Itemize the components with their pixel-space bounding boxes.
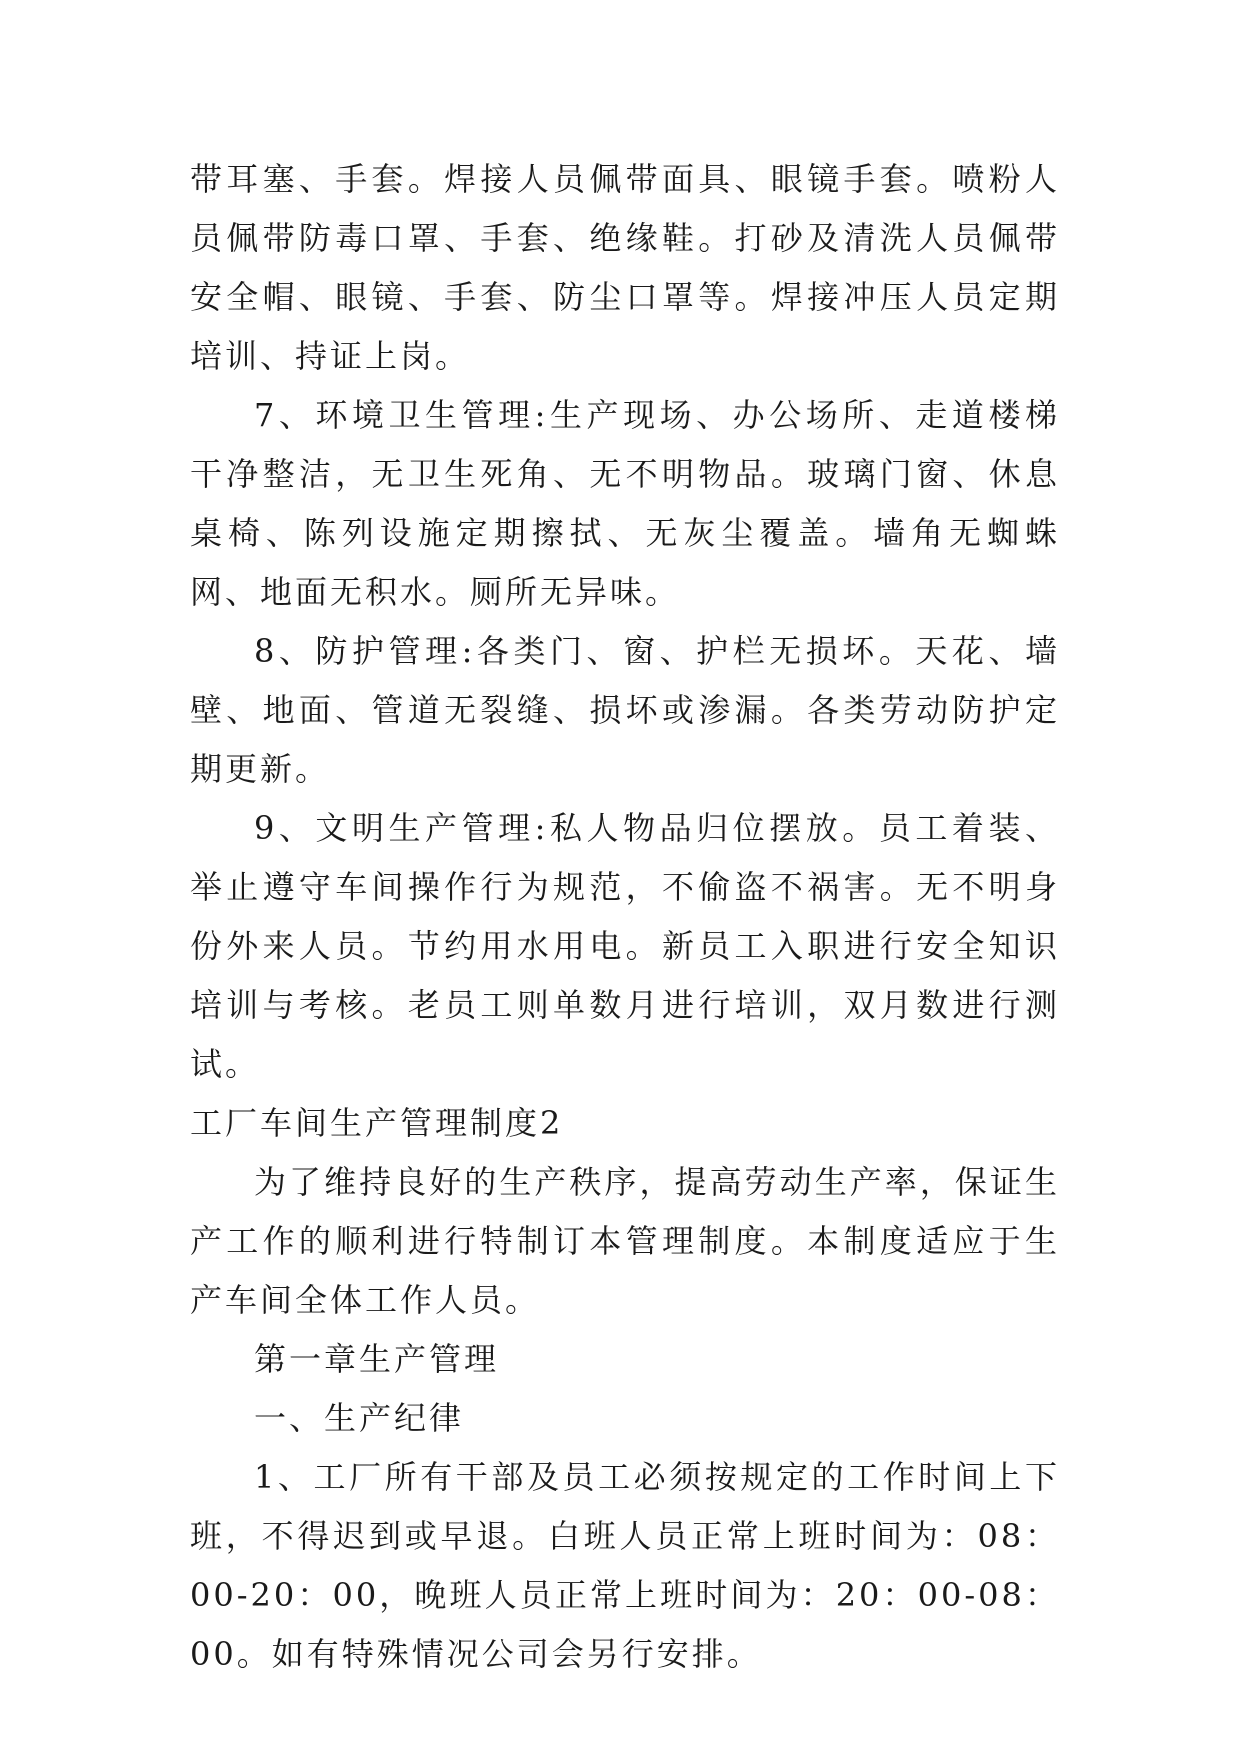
paragraph-protection-management: 8、防护管理:各类门、窗、护栏无损坏。天花、墙壁、地面、管道无裂缝、损坏或渗漏。各类劳动防护定期更新。 <box>190 632 1060 788</box>
chapter-heading: 第一章生产管理 <box>254 1340 500 1378</box>
section-title: 工厂车间生产管理制度2 <box>190 1104 564 1142</box>
paragraph-intro: 为了维持良好的生产秩序，提高劳动生产率，保证生产工作的顺利进行特制订本管理制度。本制度适应于生产车间全体工作人员。 <box>190 1163 1060 1319</box>
paragraph-environment-hygiene: 7、环境卫生管理:生产现场、办公场所、走道楼梯干净整洁，无卫生死角、无不明物品。玻璃门窗、休息桌椅、陈列设施定期擦拭、无灰尘覆盖。墙角无蜘蛛网、地面无积水。厕所无异味。 <box>190 396 1060 611</box>
document-page <box>190 150 1060 1684</box>
paragraph-ppe: 带耳塞、手套。焊接人员佩带面具、眼镜手套。喷粉人员佩带防毒口罩、手套、绝缘鞋。打砂及清洗人员佩带安全帽、眼镜、手套、防尘口罩等。焊接冲压人员定期培训、持证上岗。 <box>190 160 1060 375</box>
subsection-heading: 一、生产纪律 <box>254 1399 465 1437</box>
paragraph-work-hours: 1、工厂所有干部及员工必须按规定的工作时间上下班，不得迟到或早退。白班人员正常上班时间为：08：00-20：00，晚班人员正常上班时间为：20：00-08：00。如有特殊情况公司会另行安排。 <box>190 1458 1060 1673</box>
paragraph-civilized-production: 9、文明生产管理:私人物品归位摆放。员工着装、举止遵守车间操作行为规范，不偷盗不祸害。无不明身份外来人员。节约用水用电。新员工入职进行安全知识培训与考核。老员工则单数月进行培训，双月数进行测试。 <box>190 809 1060 1083</box>
